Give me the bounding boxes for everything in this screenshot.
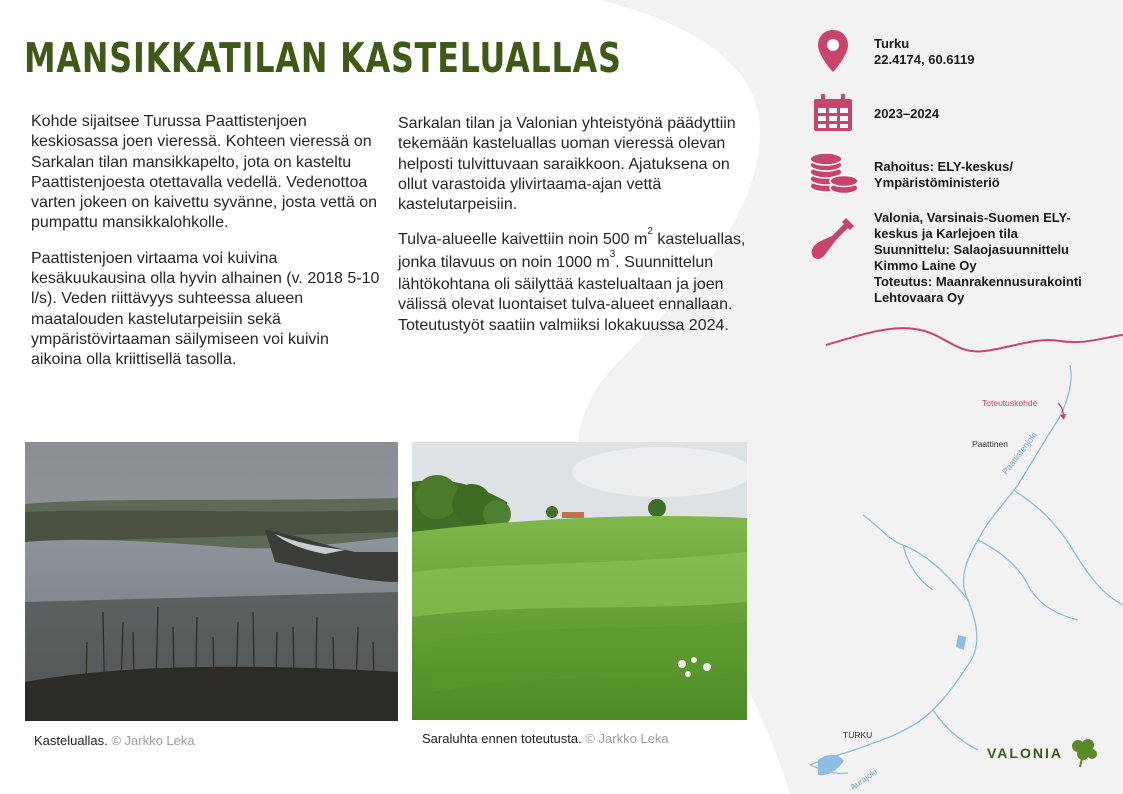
years-info: 2023–2024 (874, 106, 940, 121)
meadow-photo (412, 442, 747, 720)
paragraph: Paattistenjoen virtaama voi kuivina kesäkuukausina olla hyvin alhainen (v. 2018 5-10 l/s). Veden riittävyys suhteessa alueen maatalouden kastelutarpeisiin sekä ympäristövirtaaman säilymiseen voi kuivin aikoina olla kriittisellä tasolla. (31, 249, 380, 369)
text-segment: Tulva-alueelle kaivettiin noin 500 m (398, 231, 648, 249)
text-column-left (31, 112, 381, 386)
coins-icon (808, 152, 860, 196)
photo-credit: © Jarkko Leka (585, 731, 669, 746)
text-column-right (398, 114, 758, 351)
page-title: MANSIKKATILAN KASTELUALLAS (24, 34, 622, 82)
actors-info: Valonia, Varsinais-Suomen ELY- keskus ja Karlejoen tila Suunnittelu: Salaojasuunnittelu Kimmo Laine Oy Toteutus: Maanrakennusurakointi Lehtovaara Oy (874, 210, 1082, 305)
map-river2-label: Aurajoki (848, 766, 879, 793)
photo-credit: © Jarkko Leka (111, 733, 195, 748)
location-coords: 22.4174, 60.6119 (874, 52, 975, 67)
map-village-label: Paattinen (972, 439, 1008, 449)
paragraph: Sarkalan tilan ja Valonian yhteistyönä päädyttiin tekemään kasteluallas uoman vieressä olevan helposti tulvittuvaan saraikkoon. Ajatuksena on ollut varastoida ylivirtaama-ajan vettä kastelutarpeisiin. (398, 115, 736, 214)
text-segment: kasteluallas, jonka tilavuus on noin 1000 m (398, 231, 746, 271)
leaf-logo-icon (1068, 736, 1098, 768)
pond-photo (25, 442, 398, 721)
map-target-label: Toteutuskohde (982, 398, 1038, 408)
wave-divider (820, 315, 1123, 360)
paragraph (398, 226, 758, 335)
text-segment: . Suunnittelun lähtökohtana oli säilyttää kastelualtaan ja joen välissä olevat luontaiset tulva-alueet ennallaan. Toteutustyöt saatiin valmiiksi lokakuussa 2024. (398, 253, 733, 334)
superscript: 2 (647, 226, 653, 238)
shovel-icon (810, 214, 858, 262)
map-river-label: Paattistenjoki (1000, 430, 1040, 477)
valonia-logo: VALONIA (987, 745, 1063, 761)
location-info (874, 36, 975, 68)
map-city-label: TURKU (843, 730, 873, 740)
photo-caption: Kasteluallas. © Jarkko Leka (34, 733, 195, 748)
superscript: 3 (609, 248, 616, 260)
location-pin-icon (815, 28, 851, 74)
funding-info: Rahoitus: ELY-keskus/ Ympäristöministeriö (874, 159, 1013, 190)
calendar-icon (812, 93, 854, 133)
location-place: Turku (874, 36, 910, 51)
photo-caption: Saraluhta ennen toteutusta. © Jarkko Leka (422, 731, 669, 746)
paragraph: Kohde sijaitsee Turussa Paattistenjoen keskiosassa joen vieressä. Kohteen vieressä on Sarkalan tilan mansikkapelto, jota on kasteltu Paattistenjoesta otettavalla vedellä. Vedenottoa varten jokeen on kaivettu syvänne, josta vettä on pumpattu mansikkalohkolle. (31, 113, 377, 232)
